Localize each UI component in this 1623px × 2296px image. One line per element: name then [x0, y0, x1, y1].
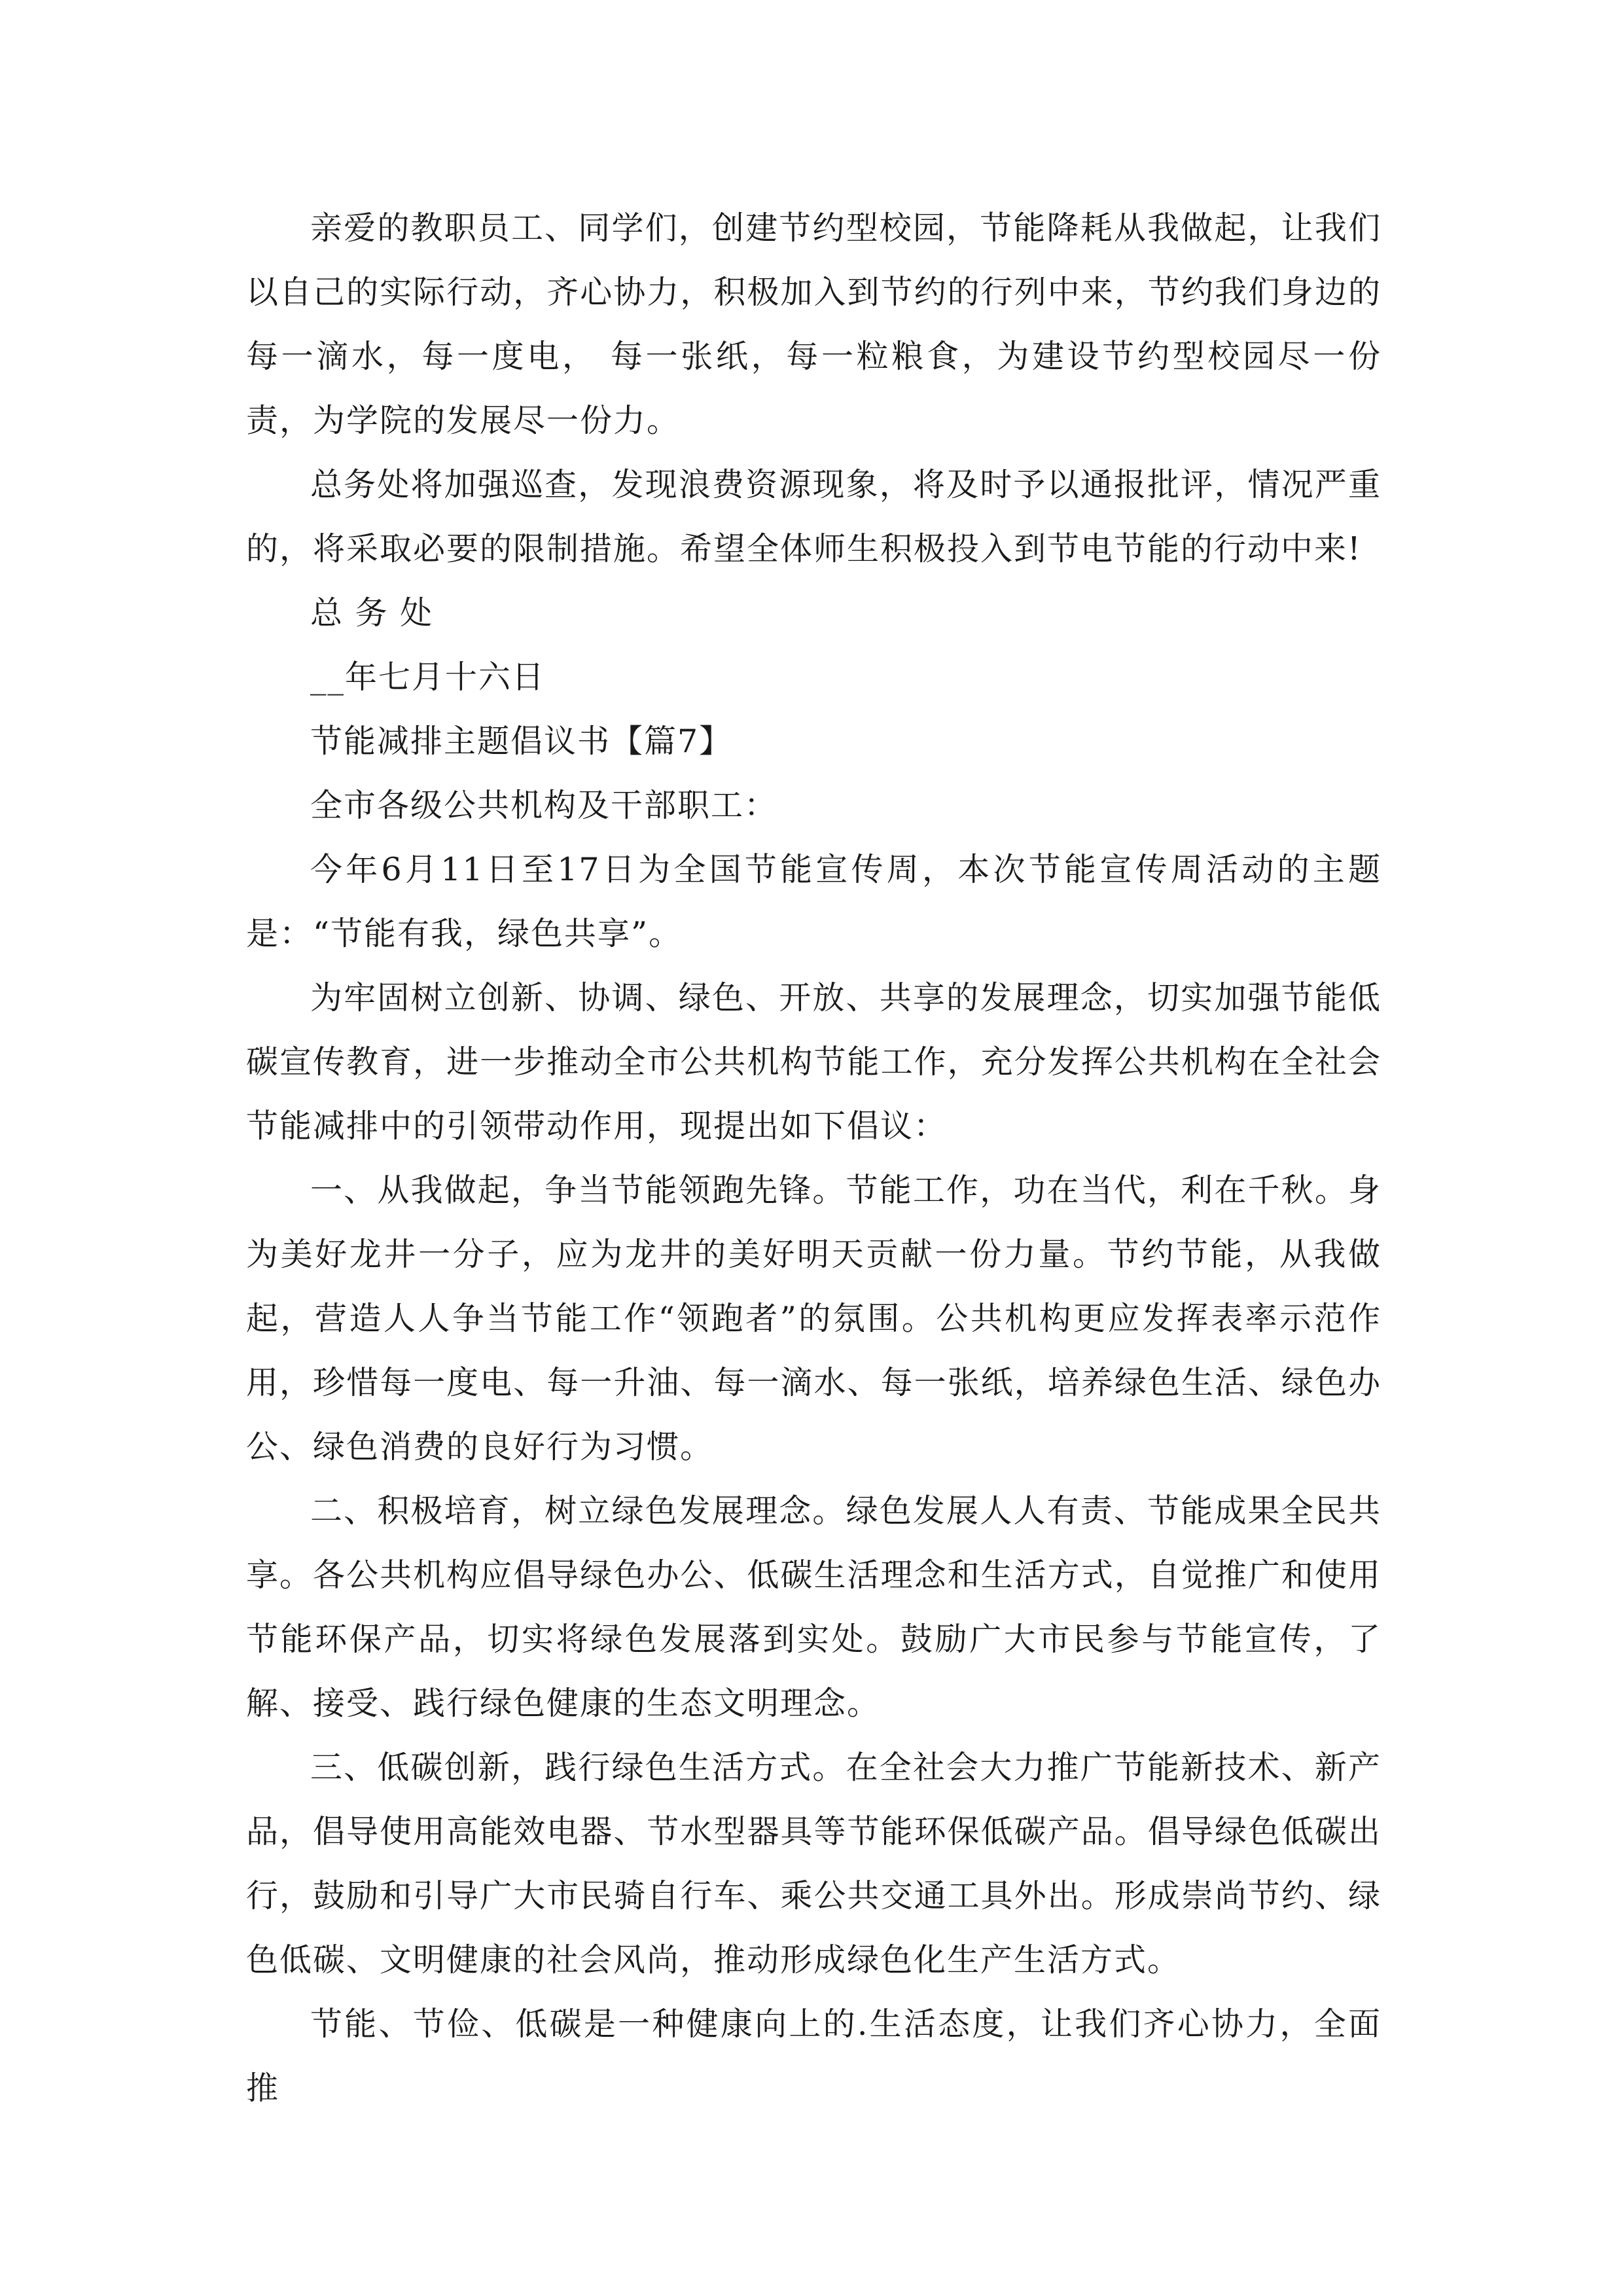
paragraph-appeal: 亲爱的教职员工、同学们，创建节约型校园，节能降耗从我做起，让我们以自己的实际行动，齐心协力，积极加入到节约的行列中来，节约我们身边的每一滴水，每一度电， 每一张纸，每一粒粮食，为建设节约型校园尽一份责，为学院的发展尽一份力。: [246, 209, 1382, 439]
paragraph-inspection-notice: 总务处将加强巡查，发现浪费资源现象，将及时予以通报批评，情况严重的，将采取必要的限制措施。希望全体师生积极投入到节电节能的行动中来!: [246, 466, 1382, 567]
paragraph-campaign-week: 今年6月11日至17日为全国节能宣传周，本次节能宣传周活动的主题是：“节能有我，绿色共享”。: [246, 851, 1382, 952]
paragraph-proposal-2: 二、积极培育，树立绿色发展理念。绿色发展人人有责、节能成果全民共享。各公共机构应倡导绿色办公、低碳生活理念和生活方式，自觉推广和使用节能环保产品，切实将绿色发展落到实处。鼓励广大市民参与节能宣传，了解、接受、践行绿色健康的生态文明理念。: [246, 1492, 1382, 1722]
signature-date: __年七月十六日: [310, 658, 546, 696]
salutation: 全市各级公共机构及干部职工：: [310, 787, 778, 824]
document-body: [246, 196, 1382, 2121]
paragraph-proposal-1: 一、从我做起，争当节能领跑先锋。节能工作，功在当代，利在千秋。身为美好龙井一分子，应为龙井的美好明天贡献一份力量。节约节能，从我做起，营造人人争当节能工作“领跑者”的氛围。公共机构更应发挥表率示范作用，珍惜每一度电、每一升油、每一滴水、每一张纸，培养绿色生活、绿色办公、绿色消费的良好行为习惯。: [246, 1172, 1382, 1465]
paragraph-proposal-3: 三、低碳创新，践行绿色生活方式。在全社会大力推广节能新技术、新产品，倡导使用高能效电器、节水型器具等节能环保低碳产品。倡导绿色低碳出行，鼓励和引导广大市民骑自行车、乘公共交通工具外出。形成崇尚节约、绿色低碳、文明健康的社会风尚，推动形成绿色化生产生活方式。: [246, 1749, 1382, 1979]
paragraph-closing: 节能、节俭、低碳是一种健康向上的.生活态度，让我们齐心协力，全面推: [246, 2005, 1382, 2107]
section-title: 节能减排主题倡议书【篇7】: [310, 723, 733, 760]
signature-department: 总 务 处: [310, 594, 434, 632]
paragraph-purpose: 为牢固树立创新、协调、绿色、开放、共享的发展理念，切实加强节能低碳宣传教育，进一步推动全市公共机构节能工作，充分发挥公共机构在全社会节能减排中的引领带动作用，现提出如下倡议：: [246, 979, 1382, 1145]
